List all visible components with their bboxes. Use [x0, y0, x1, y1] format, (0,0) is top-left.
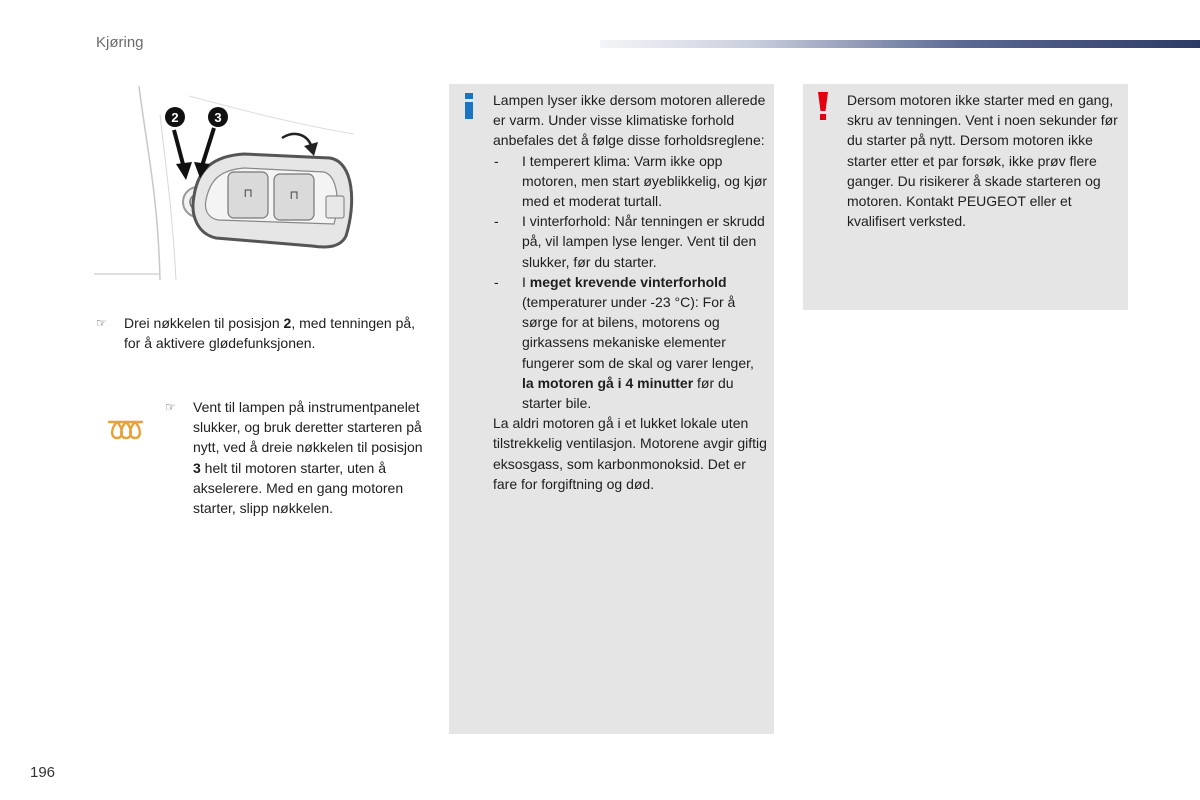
list-item-text	[522, 272, 769, 413]
info-outro: La aldri motoren gå i et lukket lokale uten tilstrekkelig ventilasjon. Motorene avgir giftig eksosgass, som karbonmonoksid. Det er fare for forgiftning og død.	[493, 415, 767, 492]
position-3-label: 3	[214, 110, 222, 125]
info-list-item-1	[493, 151, 769, 212]
svg-text:⊓: ⊓	[243, 186, 253, 200]
step-1	[96, 313, 426, 353]
step-2-position: 3	[193, 459, 201, 476]
step-1-text-after: , med tenningen på, for å aktivere glødefunksjonen.	[124, 315, 416, 352]
step-2	[165, 397, 427, 518]
list-dash: -	[494, 273, 499, 290]
info-list-item-2	[493, 211, 769, 272]
info-box	[449, 84, 774, 734]
position-2-label: 2	[171, 110, 179, 125]
item3-suffix: før du starter bile.	[522, 374, 734, 412]
step-1-text-before: Drei nøkkelen til posisjon	[124, 315, 284, 331]
warning-text: Dersom motoren ikke starter med en gang, skru av tenningen. Vent i noen sekunder før du starter på nytt. Dersom motoren ikke starter etter et par forsøk, ikke prøv flere ganger. Du risikerer å skade starteren og motoren. Kontakt PEUGEOT eller et kvalifisert verksted.	[847, 92, 1118, 230]
header-gradient-bar	[600, 40, 1200, 48]
list-item-text: I temperert klima: Varm ikke opp motoren, men start øyeblikkelig, og kjør med et moderat turtall.	[522, 152, 768, 210]
key-ignition-illustration	[94, 84, 424, 280]
info-content	[493, 90, 769, 494]
warning-box	[803, 84, 1128, 310]
step-2-text-before: Vent til lampen på instrumentpanelet slukker, og bruk deretter starteren på nytt, ved å dreie nøkkelen til posisjon	[193, 399, 423, 456]
info-intro: Lampen lyser ikke dersom motoren allerede er varm. Under visse klimatiske forhold anbefales det å følge disse forholdsreglene:	[493, 92, 766, 149]
item3-middle: (temperaturer under -23 °C): For å sørge for at bilens, motorens og girkassens mekaniske elementer fungerer som de skal og varer lenger,	[522, 294, 754, 371]
step-1-position: 2	[283, 315, 292, 331]
info-list-item-3	[493, 272, 769, 413]
info-icon	[462, 93, 476, 119]
item3-prefix: I	[522, 273, 530, 290]
page-number: 196	[30, 764, 56, 781]
step-2-text-after: helt til motoren starter, uten å akselerere. Med en gang motoren starter, slipp nøkkelen.	[193, 459, 404, 517]
list-dash: -	[494, 152, 499, 169]
list-dash: -	[494, 213, 499, 230]
warning-icon	[817, 92, 829, 120]
pointing-hand-icon: ☞	[96, 316, 107, 330]
item3-bold-duration: la motoren gå i 4 minutter	[522, 374, 694, 391]
glow-plug-icon	[106, 414, 146, 444]
item3-bold-conditions: meget krevende vinterforhold	[529, 273, 727, 290]
svg-text:⊓: ⊓	[289, 188, 299, 202]
pointing-hand-icon: ☞	[165, 400, 176, 414]
list-item-text: I vinterforhold: Når tenningen er skrudd på, vil lampen lyse lenger. Vent til den slukker, før du starter.	[522, 213, 765, 270]
section-title: Kjøring	[96, 34, 144, 51]
